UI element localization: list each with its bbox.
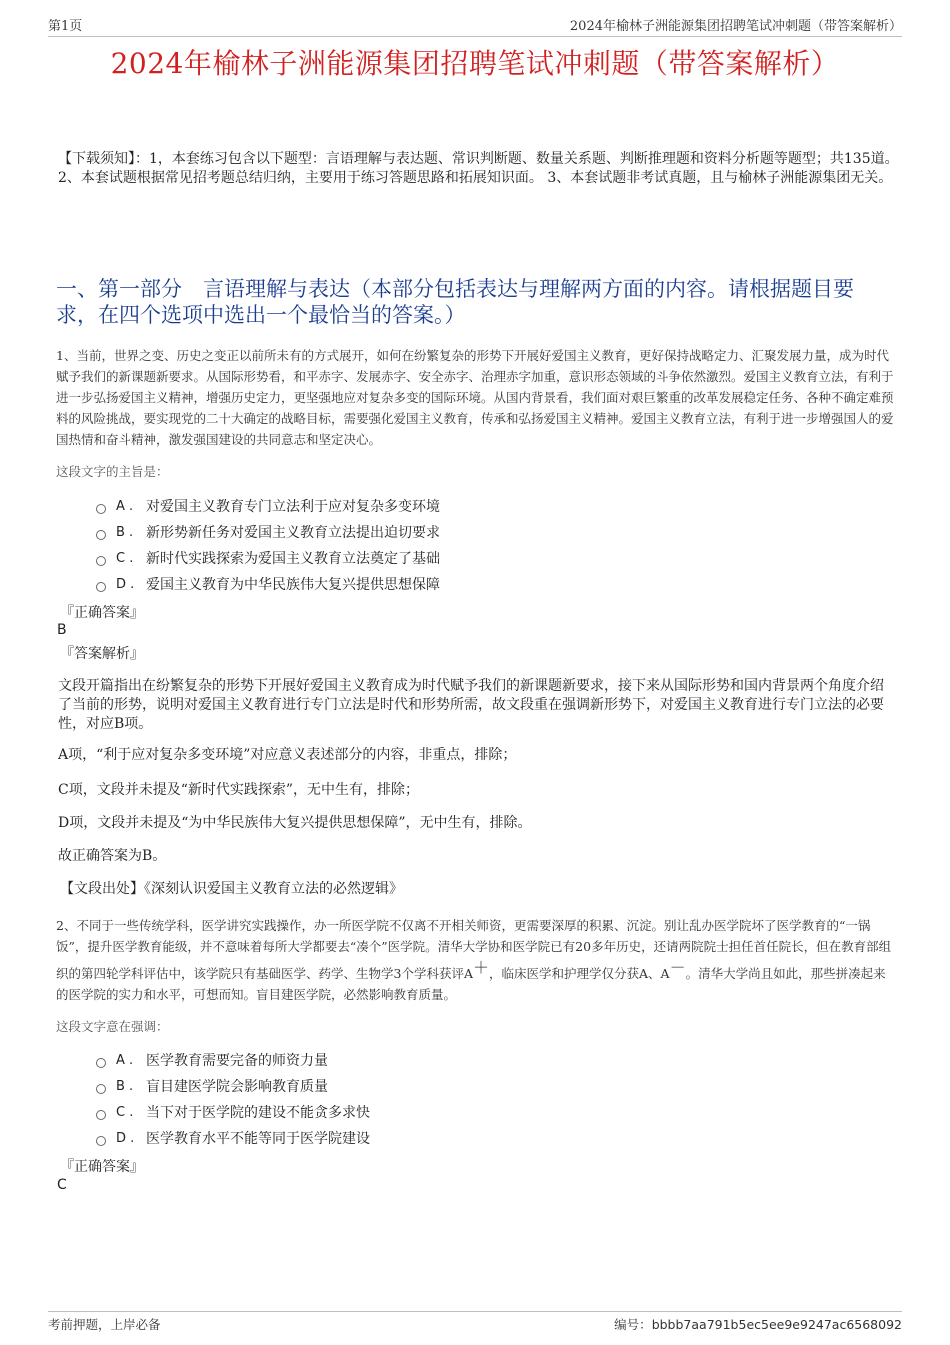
question-2-options	[96, 1047, 370, 1151]
answer-label: 『正确答案』	[60, 605, 144, 621]
option-text: 新形势新任务对爱国主义教育立法提出迫切要求	[146, 525, 440, 541]
option-b[interactable]: B . 盲目建医学院会影响教育质量	[96, 1073, 370, 1099]
answer-label: 『正确答案』	[60, 1159, 144, 1175]
analysis-item-c: C项，文段并未提及“新时代实践探索”，无中生有，排除；	[58, 782, 420, 798]
radio-icon[interactable]	[96, 504, 106, 514]
page-footer	[48, 1311, 902, 1333]
radio-icon[interactable]	[96, 530, 106, 540]
option-c[interactable]: C . 当下对于医学院的建设不能贪多求快	[96, 1099, 370, 1125]
question-2-prompt: 这段文字意在强调：	[56, 1019, 169, 1034]
option-c[interactable]: C . 新时代实践探索为爱国主义教育立法奠定了基础	[96, 545, 440, 571]
page-header	[48, 14, 902, 37]
analysis-item-d: D项，文段并未提及“为中华民族伟大复兴提供思想保障”，无中生有，排除。	[58, 815, 532, 831]
radio-icon[interactable]	[96, 1058, 106, 1068]
option-d[interactable]: D . 医学教育水平不能等同于医学院建设	[96, 1125, 370, 1151]
correct-answer: B	[57, 622, 67, 638]
radio-icon[interactable]	[96, 1110, 106, 1120]
option-b[interactable]: B . 新形势新任务对爱国主义教育立法提出迫切要求	[96, 519, 440, 545]
analysis-item-a: A项，“利于应对复杂多变环境”对应意义表述部分的内容，非重点，排除；	[58, 747, 517, 763]
option-text: 医学教育需要完备的师资力量	[146, 1053, 328, 1069]
analysis-paragraph: 文段开篇指出在纷繁复杂的形势下开展好爱国主义教育成为时代赋予我们的新课题新要求，接下来从国际形势和国内背景两个角度介绍了当前的形势，说明对爱国主义教育进行专门立法是时代和形势所需，故文段重在强调新形势下，对爱国主义教育进行专门立法的必要性，对应B项。	[58, 678, 884, 732]
radio-icon[interactable]	[96, 556, 106, 566]
option-text: 对爱国主义教育专门立法利于应对复杂多变环境	[146, 499, 440, 515]
footer-code: 编号：bbbb7aa791b5ec5ee9e9247ac6568092	[614, 1317, 902, 1332]
footer-slogan: 考前押题，上岸必备	[48, 1317, 161, 1332]
radio-icon[interactable]	[96, 1084, 106, 1094]
question-1-options	[96, 493, 440, 597]
option-a[interactable]: A . 对爱国主义教育专门立法利于应对复杂多变环境	[96, 493, 440, 519]
grade-minus: －	[669, 958, 686, 977]
question-2-text: 2、不同于一些传统学科，医学讲究实践操作，办一所医学院不仅离不开相关师资，更需要深厚的积累、沉淀。别让乱办医学院坏了医学教育的“一锅饭”，提升医学教育能级，并不意味着每所大学都要去“凑个”医学院。清华大学协和医学院已有20多年历史，还请两院院士担任首任院长，但在教育部组织的第四轮学科评估中，该学院只有基础医学、药学、生物学3个学科获评A＋，临床医学和护理学仅分获A、A－。清华大学尚且如此，那些拼凑起来的医学院的实力和水平，可想而知。盲目建医学院，必然影响教育质量。	[56, 918, 892, 1003]
page-number: 第1页	[48, 19, 83, 34]
analysis-conclusion: 故正确答案为B。	[58, 848, 167, 864]
radio-icon[interactable]	[96, 1136, 106, 1146]
header-doc-title: 2024年榆林子洲能源集团招聘笔试冲刺题（带答案解析）	[569, 19, 902, 34]
radio-icon[interactable]	[96, 582, 106, 592]
question-1-text: 1、当前，世界之变、历史之变正以前所未有的方式展开，如何在纷繁复杂的形势下开展好爱国主义教育，更好保持战略定力、汇聚发展力量，成为时代赋予我们的新课题新要求。从国际形势看，和平赤字、发展赤字、安全赤字、治理赤字加重，意识形态领域的斗争依然激烈。爱国主义教育立法，有利于进一步弘扬爱国主义精神，增强历史定力，更坚强地应对复杂多变的国际环境。从国内背景看，我们面对艰巨繁重的改革发展稳定任务、各种不确定难预料的风险挑战，要实现党的二十大确定的战略目标，需要强化爱国主义教育，传承和弘扬爱国主义精神。爱国主义教育立法，有利于进一步增强国人的爱国热情和奋斗精神，激发强国建设的共同意志和坚定决心。	[56, 348, 894, 447]
option-text: 当下对于医学院的建设不能贪多求快	[146, 1105, 370, 1121]
option-text: 新时代实践探索为爱国主义教育立法奠定了基础	[146, 551, 440, 567]
option-text: 医学教育水平不能等同于医学院建设	[146, 1131, 370, 1147]
analysis-source: 【文段出处】《深刻认识爱国主义教育立法的必然逻辑》	[60, 881, 403, 897]
document-title: 2024年榆林子洲能源集团招聘笔试冲刺题（带答案解析）	[110, 47, 840, 80]
correct-answer: C	[57, 1177, 67, 1193]
analysis-label: 『答案解析』	[60, 646, 144, 662]
option-a[interactable]: A . 医学教育需要完备的师资力量	[96, 1047, 370, 1073]
grade-plus: ＋	[472, 958, 489, 977]
download-notice: 【下载须知】：1，本套练习包含以下题型：言语理解与表达题、常识判断题、数量关系题、判断推理题和资料分析题等题型；共135道。 2、本套试题根据常见招考题总结归纳，主要用于练习答题思路和拓展知识面。 3、本套试题非考试真题，且与榆林子洲能源集团无关。	[58, 151, 899, 186]
option-text: 盲目建医学院会影响教育质量	[146, 1079, 328, 1095]
option-d[interactable]: D . 爱国主义教育为中华民族伟大复兴提供思想保障	[96, 571, 440, 597]
option-text: 爱国主义教育为中华民族伟大复兴提供思想保障	[146, 577, 440, 593]
question-1-prompt: 这段文字的主旨是：	[56, 464, 169, 479]
section-title: 一、第一部分 言语理解与表达（本部分包括表达与理解两方面的内容。请根据题目要求，在四个选项中选出一个最恰当的答案。）	[56, 277, 854, 327]
